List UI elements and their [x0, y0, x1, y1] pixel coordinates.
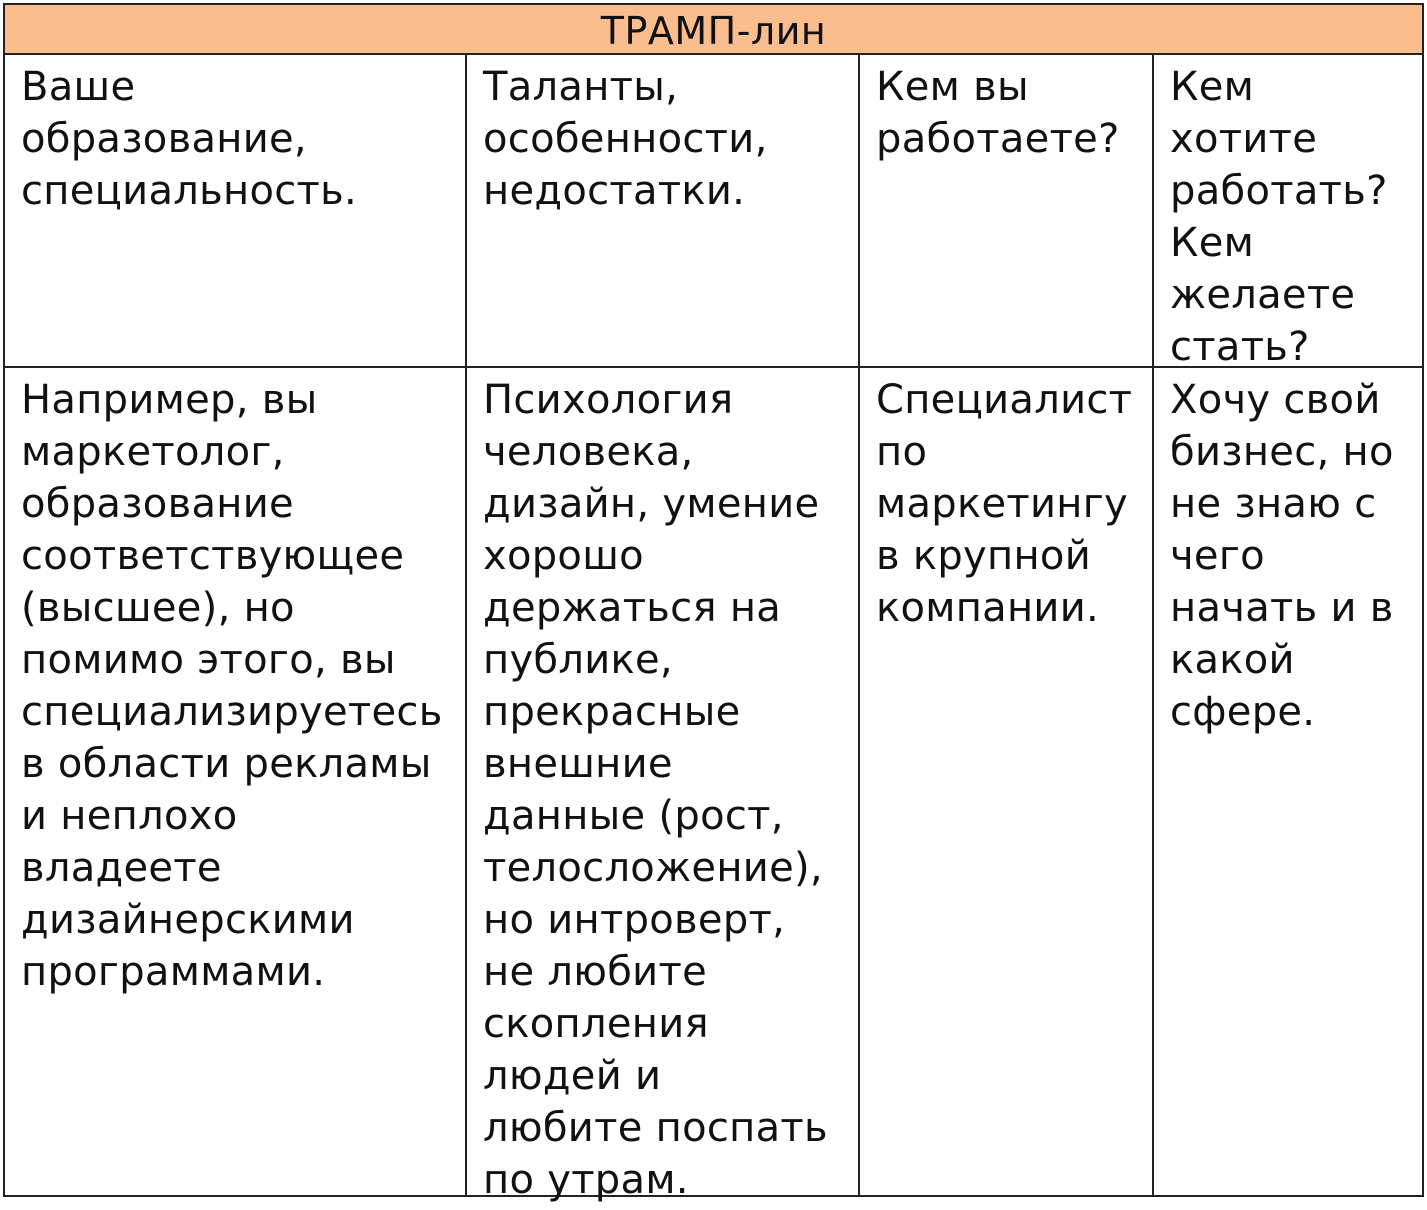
- example-cell-education: Например, вы маркетолог, образование соответствующее (высшее), но помимо этого, вы специализируетесь в области рекламы и неплохо владеете дизайнерскими программами.: [5, 368, 467, 1197]
- table-title-row: [5, 5, 1422, 55]
- example-cell-desired-job: Хочу свой бизнес, но не знаю с чего начать и в какой сфере.: [1170, 377, 1394, 735]
- table-title: ТРАМП-лин: [600, 9, 827, 53]
- tramp-line-table: [3, 3, 1424, 1203]
- table-header-row: [5, 55, 1422, 368]
- example-cell-talents: Психология человека, дизайн, умение хорошо держаться на публике, прекрасные внешние данные (рост, телосложение), но интроверт, не любите скопления людей и любите поспать по утрам.: [467, 368, 860, 1197]
- header-cell-education: Ваше образование, специальность.: [5, 55, 467, 366]
- example-cell-current-job: Специалист по маркетингу в крупной компании.: [860, 368, 1154, 1197]
- table-example-row: [5, 368, 1422, 1203]
- header-cell-talents: Таланты, особенности, недостатки.: [467, 55, 860, 366]
- header-cell-current-job: Кем вы работаете?: [860, 55, 1154, 366]
- header-cell-desired-job: Кем хотите работать? Кем желаете стать?: [1170, 64, 1388, 370]
